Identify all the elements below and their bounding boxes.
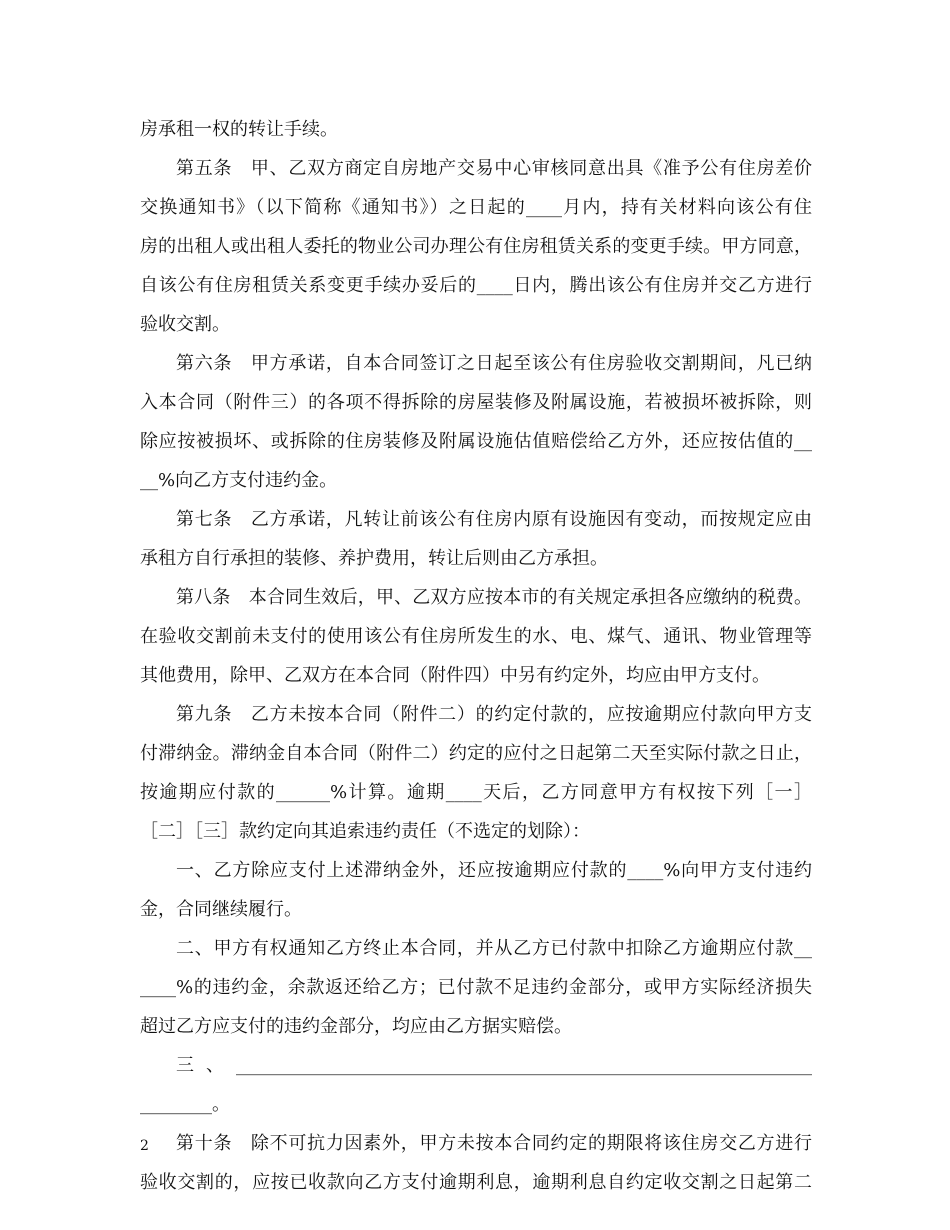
text-line: ［二］［三］款约定向其追索违约责任（不选定的划除）：: [140, 821, 590, 842]
text-line: 按逾期应付款的______%计算。逾期____天后，乙方同意甲方有权按下列［一］: [140, 782, 812, 803]
text-line: __%向乙方支付违约金。: [140, 470, 338, 491]
text-line: 金，合同继续履行。: [140, 899, 302, 920]
text-line: ____%的违约金，余款返还给乙方；已付款不足违约金部分，或甲方实际经济损失: [140, 977, 812, 998]
text-line: 二、甲方有权通知乙方终止本合同，并从乙方已付款中扣除乙方逾期应付款__: [176, 938, 812, 959]
text-line: 第六条 甲方承诺，自本合同签订之日起至该公有住房验收交割期间，凡已纳: [176, 353, 812, 374]
text-line: 除应按被损坏、或拆除的住房装修及附属设施估值赔偿给乙方外，还应按估值的__: [140, 431, 812, 452]
text-line: 房承租一权的转让手续。: [140, 119, 338, 140]
text-line: 验收交割的，应按已收款向乙方支付逾期利息，逾期利息自约定收交割之日起第二: [140, 1172, 812, 1193]
text-line: 交换通知书》（以下简称《通知书》）之日起的____月内，持有关材料向该公有住: [140, 197, 812, 218]
text-line: 一、乙方除应支付上述滞纳金外，还应按逾期应付款的____%向甲方支付违约: [176, 860, 812, 881]
text-line: 验收交割。: [140, 314, 230, 335]
text-line: ________。: [140, 1094, 230, 1115]
contract-body: [140, 110, 812, 1202]
text-line: 自该公有住房租赁关系变更手续办妥后的____日内，腾出该公有住房并交乙方进行: [140, 275, 812, 296]
text-line: 超过乙方应支付的违约金部分，均应由乙方据实赔偿。: [140, 1016, 572, 1037]
text-line: 三、________________________________________________________________: [176, 1055, 812, 1076]
text-line: 付滞纳金。滞纳金自本合同（附件二）约定的应付之日起第二天至实际付款之日止，: [140, 743, 812, 764]
text-line: 第八条 本合同生效后，甲、乙双方应按本市的有关规定承担各应缴纳的税费。: [176, 587, 812, 608]
text-line: 第五条 甲、乙双方商定自房地产交易中心审核同意出具《准予公有住房差价: [176, 158, 812, 179]
page-number: 2: [140, 1138, 149, 1154]
text-line: 第九条 乙方未按本合同（附件二）的约定付款的，应按逾期应付款向甲方支: [176, 704, 812, 725]
text-line: 入本合同（附件三）的各项不得拆除的房屋装修及附属设施，若被损坏被拆除，则: [140, 392, 812, 413]
text-line: 房的出租人或出租人委托的物业公司办理公有住房租赁关系的变更手续。甲方同意，: [140, 236, 812, 257]
text-line: 在验收交割前未支付的使用该公有住房所发生的水、电、煤气、通讯、物业管理等: [140, 626, 812, 647]
text-line: 承租方自行承担的装修、养护费用，转让后则由乙方承担。: [140, 548, 608, 569]
text-line: 其他费用，除甲、乙双方在本合同（附件四）中另有约定外，均应由甲方支付。: [140, 665, 770, 686]
text-line: 第七条 乙方承诺，凡转让前该公有住房内原有设施因有变动，而按规定应由: [176, 509, 812, 530]
text-line: 第十条 除不可抗力因素外，甲方未按本合同约定的期限将该住房交乙方进行: [176, 1133, 812, 1154]
